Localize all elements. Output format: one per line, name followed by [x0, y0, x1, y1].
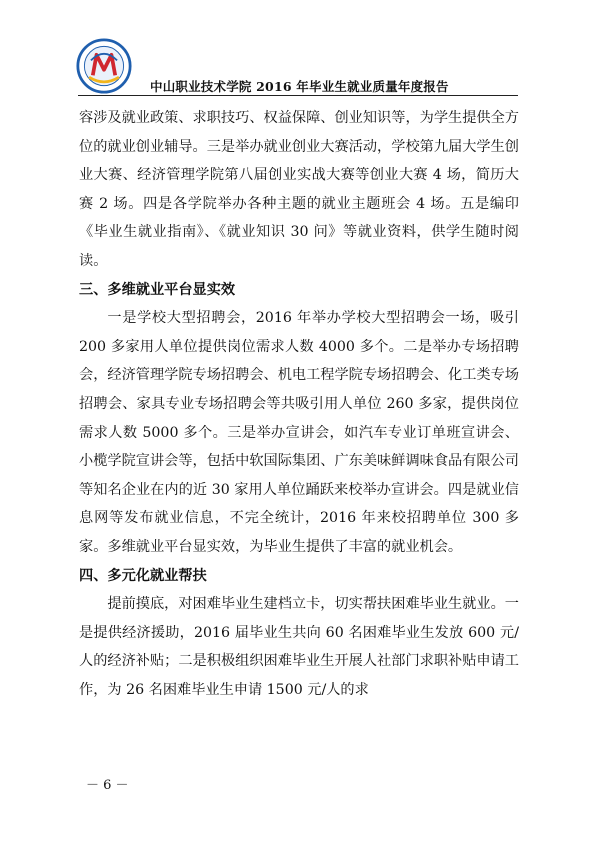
report-title: 中山职业技术学院 2016 年毕业生就业质量年度报告 [150, 79, 449, 94]
section-heading-4: 四、多元化就业帮扶 [79, 567, 207, 584]
page-header [0, 0, 595, 100]
paragraph-employment-assistance: 提前摸底，对困难毕业生建档立卡，切实帮扶困难毕业生就业。一是提供经济援助，2016 届毕业生共向 60 名困难毕业生发放 600 元/人的经济补贴；二是积极组织困难毕业生开展人社部门求职补贴申请工作，为 26 名困难毕业生申请 1500 元/人的求 [79, 596, 519, 698]
paragraph-career-guidance: 容涉及就业政策、求职技巧、权益保障、创业知识等，为学生提供全方位的就业创业辅导。三是举办就业创业大赛活动，学校第九届大学生创业大赛、经济管理学院第八届创业实战大赛等创业大赛 4 场，简历大赛 2 场。四是各学院举办各种主题的就业主题班会 4 场。五是编印《毕业生就业指南》、《就业知识 30 问》等就业资料，供学生随时阅读。 [79, 110, 519, 269]
header-divider [78, 95, 518, 96]
section-heading-3: 三、多维就业平台显实效 [79, 281, 236, 298]
paragraph-job-platforms: 一是学校大型招聘会，2016 年举办学校大型招聘会一场，吸引 200 多家用人单位提供岗位需求人数 4000 多个。二是举办专场招聘会，经济管理学院专场招聘会、机电工程学院专场招聘会、化工类专场招聘会、家具专业专场招聘会等共吸引用人单位 260 多家，提供岗位需求人数 5000 多个。三是举办宣讲会，如汽车专业订单班宣讲会、小榄学院宣讲会等，包括中软国际集团、广东美味鲜调味食品有限公司等知名企业在内的近 30 家用人单位踊跃来校举办宣讲会。四是就业信息网等发布就业信息，不完全统计，2016 年来校招聘单位 300 多家。多维就业平台显实效，为毕业生提供了丰富的就业机会。 [79, 310, 519, 555]
school-logo [76, 38, 132, 94]
page-content [79, 104, 519, 704]
page-number: － 6 － [86, 778, 129, 793]
